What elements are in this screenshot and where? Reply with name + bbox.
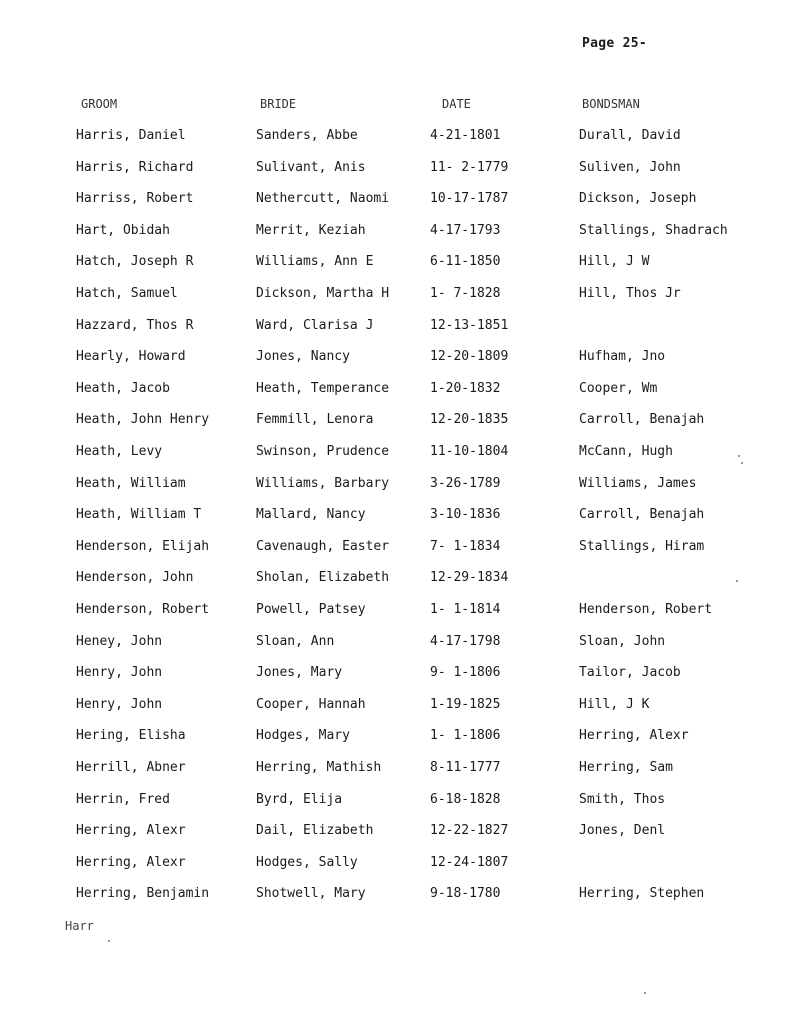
record-groom: Heath, John Henry xyxy=(76,412,210,428)
record-bondsman: Hill, Thos Jr xyxy=(579,286,681,301)
record-bondsman: Henderson, Robert xyxy=(579,602,713,617)
record-bondsman: Stallings, Shadrach xyxy=(579,222,728,238)
record-row xyxy=(0,602,800,622)
record-groom: Henderson, Robert xyxy=(76,602,210,617)
record-bride: Heath, Temperance xyxy=(256,380,390,396)
record-row xyxy=(0,381,800,401)
record-row xyxy=(0,728,800,748)
record-bondsman: Herring, Alexr xyxy=(579,728,689,744)
record-groom: Henry, John xyxy=(76,696,163,712)
record-groom: Heath, William xyxy=(76,475,186,491)
record-bondsman: Hufham, Jno xyxy=(579,349,666,365)
record-date: 12-22-1827 xyxy=(430,823,509,839)
record-groom: Henderson, Elijah xyxy=(76,538,210,554)
record-bride: Sloan, Ann xyxy=(256,633,335,649)
record-bride: Dickson, Martha H xyxy=(256,286,390,301)
record-groom: Heney, John xyxy=(76,633,163,649)
record-date: 3-10-1836 xyxy=(430,507,501,523)
record-row xyxy=(0,886,800,906)
record-date: 6-18-1828 xyxy=(430,791,501,807)
record-bride: Swinson, Prudence xyxy=(256,444,390,459)
record-groom: Herring, Alexr xyxy=(76,854,186,870)
record-groom: Hatch, Samuel xyxy=(76,286,178,301)
record-bride: Dail, Elizabeth xyxy=(256,823,374,839)
record-bride: Cooper, Hannah xyxy=(256,696,366,712)
header-bondsman: BONDSMAN xyxy=(582,97,640,111)
record-date: 12-13-1851 xyxy=(430,317,509,333)
record-groom: Herring, Benjamin xyxy=(76,886,210,902)
record-row xyxy=(0,855,800,875)
record-date: 9-18-1780 xyxy=(430,886,501,902)
record-groom: Heath, William T xyxy=(76,507,202,523)
record-row xyxy=(0,349,800,369)
scan-speck xyxy=(644,992,646,994)
record-bride: Femmill, Lenora xyxy=(256,412,374,428)
record-bondsman: McCann, Hugh xyxy=(579,444,673,459)
record-row xyxy=(0,128,800,148)
record-bondsman: Durall, David xyxy=(579,128,681,143)
record-row xyxy=(0,286,800,306)
record-date: 6-11-1850 xyxy=(430,254,501,270)
record-row xyxy=(0,539,800,559)
record-bride: Powell, Patsey xyxy=(256,602,366,617)
footer-continuation: Harr xyxy=(65,919,94,933)
record-bride: Mallard, Nancy xyxy=(256,507,366,523)
record-bride: Hodges, Mary xyxy=(256,728,350,744)
record-date: 7- 1-1834 xyxy=(430,538,501,554)
record-row xyxy=(0,412,800,432)
record-groom: Harris, Daniel xyxy=(76,128,186,143)
record-bride: Jones, Nancy xyxy=(256,349,350,365)
record-groom: Heath, Levy xyxy=(76,444,163,459)
header-date: DATE xyxy=(442,97,471,111)
record-row xyxy=(0,507,800,527)
record-groom: Harris, Richard xyxy=(76,159,194,175)
record-bride: Nethercutt, Naomi xyxy=(256,191,390,207)
record-bondsman: Jones, Denl xyxy=(579,823,666,839)
record-groom: Hazzard, Thos R xyxy=(76,317,194,333)
record-row xyxy=(0,254,800,274)
record-bondsman: Smith, Thos xyxy=(579,791,666,807)
record-bondsman: Cooper, Wm xyxy=(579,380,658,396)
record-groom: Hatch, Joseph R xyxy=(76,254,194,270)
record-bride: Williams, Ann E xyxy=(256,254,374,270)
record-bride: Sulivant, Anis xyxy=(256,159,366,175)
record-bride: Hodges, Sally xyxy=(256,854,358,870)
record-bride: Merrit, Keziah xyxy=(256,222,366,238)
header-bride: BRIDE xyxy=(260,97,297,111)
record-bride: Cavenaugh, Easter xyxy=(256,538,390,554)
record-bondsman: Williams, James xyxy=(579,475,697,491)
record-bondsman: Hill, J K xyxy=(579,696,650,712)
record-date: 1- 1-1806 xyxy=(430,728,501,744)
record-groom: Herrin, Fred xyxy=(76,791,170,807)
record-row xyxy=(0,191,800,211)
record-bride: Ward, Clarisa J xyxy=(256,317,374,333)
scan-speck xyxy=(741,462,743,464)
record-date: 1-20-1832 xyxy=(430,380,501,396)
record-row xyxy=(0,223,800,243)
record-date: 12-24-1807 xyxy=(430,854,509,870)
record-bondsman: Sloan, John xyxy=(579,633,666,649)
header-groom: GROOM xyxy=(81,97,118,111)
record-bride: Byrd, Elija xyxy=(256,791,343,807)
record-date: 12-20-1809 xyxy=(430,349,509,365)
record-date: 3-26-1789 xyxy=(430,475,501,491)
record-groom: Herrill, Abner xyxy=(76,760,186,775)
record-date: 11- 2-1779 xyxy=(430,159,509,175)
record-date: 4-17-1793 xyxy=(430,222,501,238)
record-bondsman: Stallings, Hiram xyxy=(579,538,705,554)
record-groom: Harriss, Robert xyxy=(76,191,194,207)
record-row xyxy=(0,476,800,496)
record-date: 1- 7-1828 xyxy=(430,286,501,301)
record-bride: Sholan, Elizabeth xyxy=(256,570,390,586)
record-bondsman: Dickson, Joseph xyxy=(579,191,697,207)
record-bride: Williams, Barbary xyxy=(256,475,390,491)
scan-speck xyxy=(738,455,740,457)
record-groom: Henderson, John xyxy=(76,570,194,586)
record-bondsman: Suliven, John xyxy=(579,159,681,175)
record-date: 4-17-1798 xyxy=(430,633,501,649)
scan-speck xyxy=(736,580,738,582)
column-headers xyxy=(0,97,800,115)
record-date: 1- 1-1814 xyxy=(430,602,501,617)
record-row xyxy=(0,760,800,780)
record-row xyxy=(0,634,800,654)
scan-speck xyxy=(108,940,110,942)
record-bondsman: Tailor, Jacob xyxy=(579,665,681,681)
record-row xyxy=(0,444,800,464)
record-date: 9- 1-1806 xyxy=(430,665,501,681)
record-date: 12-20-1835 xyxy=(430,412,509,428)
record-row xyxy=(0,318,800,338)
record-row xyxy=(0,697,800,717)
record-row xyxy=(0,570,800,590)
record-groom: Hearly, Howard xyxy=(76,349,186,365)
record-row xyxy=(0,823,800,843)
record-date: 12-29-1834 xyxy=(430,570,509,586)
record-row xyxy=(0,160,800,180)
record-groom: Heath, Jacob xyxy=(76,380,170,396)
record-groom: Henry, John xyxy=(76,665,163,681)
record-date: 8-11-1777 xyxy=(430,760,501,775)
record-date: 4-21-1801 xyxy=(430,128,501,143)
record-date: 10-17-1787 xyxy=(430,191,509,207)
record-bondsman: Carroll, Benajah xyxy=(579,507,705,523)
record-date: 1-19-1825 xyxy=(430,696,501,712)
record-bondsman: Carroll, Benajah xyxy=(579,412,705,428)
record-groom: Hering, Elisha xyxy=(76,728,186,744)
record-bondsman: Herring, Sam xyxy=(579,760,673,775)
record-row xyxy=(0,665,800,685)
record-bride: Herring, Mathish xyxy=(256,760,382,775)
record-row xyxy=(0,792,800,812)
record-bride: Jones, Mary xyxy=(256,665,343,681)
record-bondsman: Herring, Stephen xyxy=(579,886,705,902)
record-groom: Hart, Obidah xyxy=(76,222,170,238)
record-bride: Sanders, Abbe xyxy=(256,128,358,143)
record-bride: Shotwell, Mary xyxy=(256,886,366,902)
page-number: Page 25- xyxy=(582,36,648,51)
record-groom: Herring, Alexr xyxy=(76,823,186,839)
record-bondsman: Hill, J W xyxy=(579,254,650,270)
record-date: 11-10-1804 xyxy=(430,444,509,459)
